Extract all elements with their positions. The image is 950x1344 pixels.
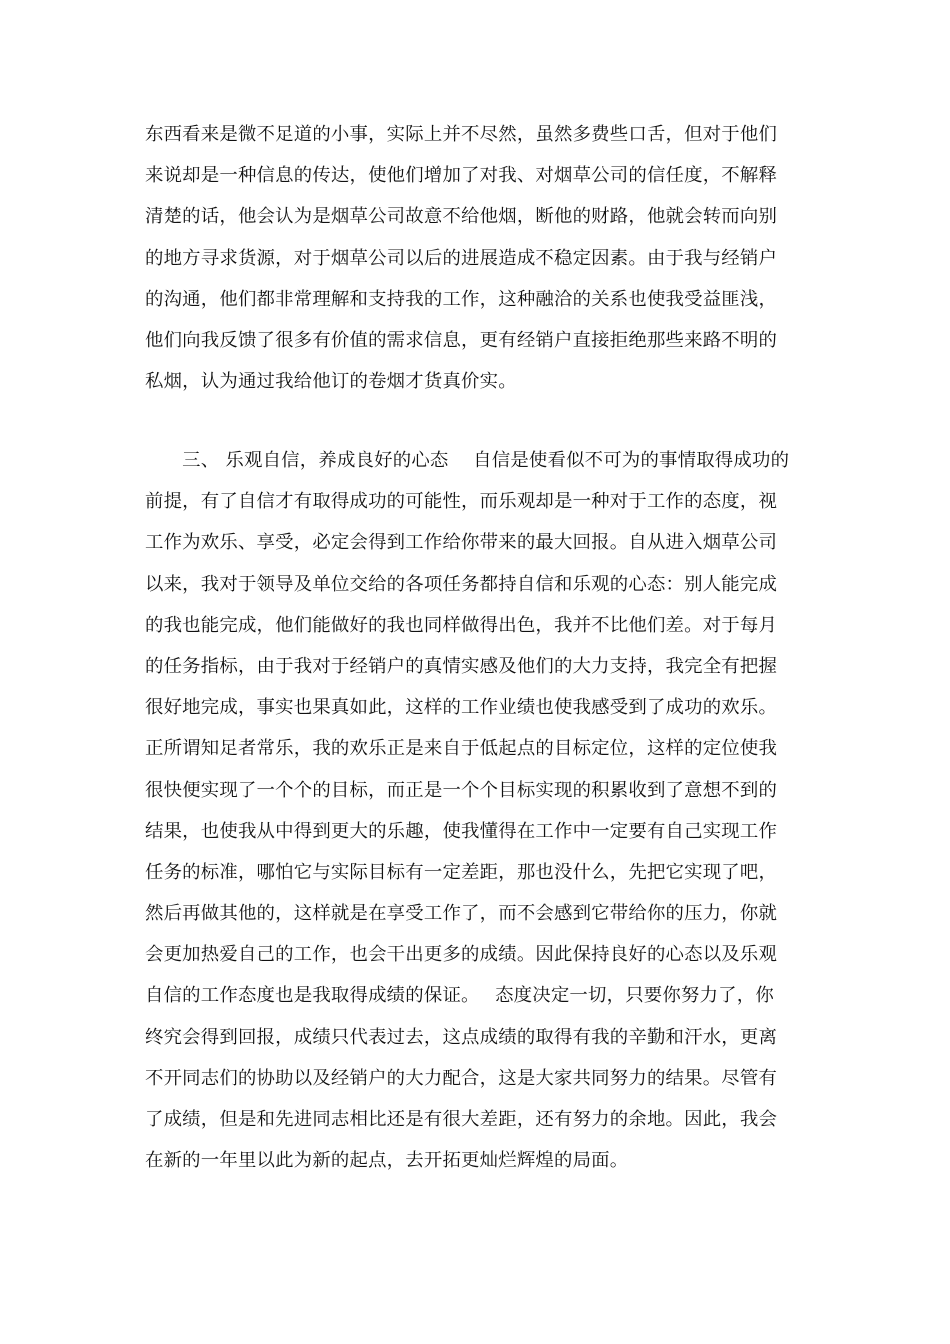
paragraph-1 <box>145 114 810 402</box>
text-line: 的地方寻求货源，对于烟草公司以后的进展造成不稳定因素。由于我与经销户 <box>145 247 778 269</box>
text-line: 自信的工作态度也是我取得成绩的保证。 态度决定一切，只要你努力了，你 <box>145 985 774 1007</box>
text-line: 结果，也使我从中得到更大的乐趣，使我懂得在工作中一定要有自己实现工作 <box>145 820 778 842</box>
text-line: 私烟，认为通过我给他订的卷烟才货真价实。 <box>145 371 517 393</box>
text-line: 了成绩，但是和先进同志相比还是有很大差距，还有努力的余地。因此，我会 <box>145 1109 778 1130</box>
text-line: 的任务指标，由于我对于经销户的真情实感及他们的大力支持，我完全有把握 <box>145 655 778 677</box>
text-line: 很快便实现了一个个的目标，而正是一个个目标实现的积累收到了意想不到的 <box>145 779 778 801</box>
text-line: 任务的标准，哪怕它与实际目标有一定差距，那也没什么，先把它实现了吧， <box>145 861 778 883</box>
text-line: 很好地完成，事实也果真如此，这样的工作业绩也使我感受到了成功的欢乐。 <box>145 697 778 719</box>
text-line: 不开同志们的协助以及经销户的大力配合，这是大家共同努力的结果。尽管有 <box>145 1067 778 1089</box>
text-line: 的我也能完成，他们能做好的我也同样做得出色，我并不比他们差。对于每月 <box>145 614 778 636</box>
text-line: 三、 乐观自信，养成良好的心态 自信是使看似不可为的事情取得成功的 <box>145 450 790 471</box>
paragraph-2 <box>145 440 810 1181</box>
text-line: 在新的一年里以此为新的起点，去开拓更灿烂辉煌的局面。 <box>145 1150 629 1172</box>
text-line: 终究会得到回报，成绩只代表过去，这点成绩的取得有我的辛勤和汗水，更离 <box>145 1026 778 1048</box>
text-line: 他们向我反馈了很多有价值的需求信息，更有经销户直接拒绝那些来路不明的 <box>145 329 778 351</box>
text-line: 然后再做其他的，这样就是在享受工作了，而不会感到它带给你的压力，你就 <box>145 903 778 925</box>
text-line: 东西看来是微不足道的小事，实际上并不尽然，虽然多费些口舌，但对于他们 <box>145 124 778 145</box>
text-line: 以来，我对于领导及单位交给的各项任务都持自信和乐观的心态：别人能完成 <box>145 573 778 595</box>
text-line: 来说却是一种信息的传达，使他们增加了对我、对烟草公司的信任度，不解释 <box>145 165 778 187</box>
text-line: 前提，有了自信才有取得成功的可能性，而乐观却是一种对于工作的态度，视 <box>145 491 778 513</box>
text-line: 清楚的话，他会认为是烟草公司故意不给他烟，断他的财路，他就会转而向别 <box>145 206 778 228</box>
text-line: 工作为欢乐、享受，必定会得到工作给你带来的最大回报。自从进入烟草公司 <box>145 532 778 554</box>
text-line: 正所谓知足者常乐，我的欢乐正是来自于低起点的目标定位，这样的定位使我 <box>145 738 778 760</box>
text-line: 会更加热爱自己的工作，也会干出更多的成绩。因此保持良好的心态以及乐观 <box>145 944 778 966</box>
text-line: 的沟通，他们都非常理解和支持我的工作，这种融洽的关系也使我受益匪浅， <box>145 288 778 310</box>
